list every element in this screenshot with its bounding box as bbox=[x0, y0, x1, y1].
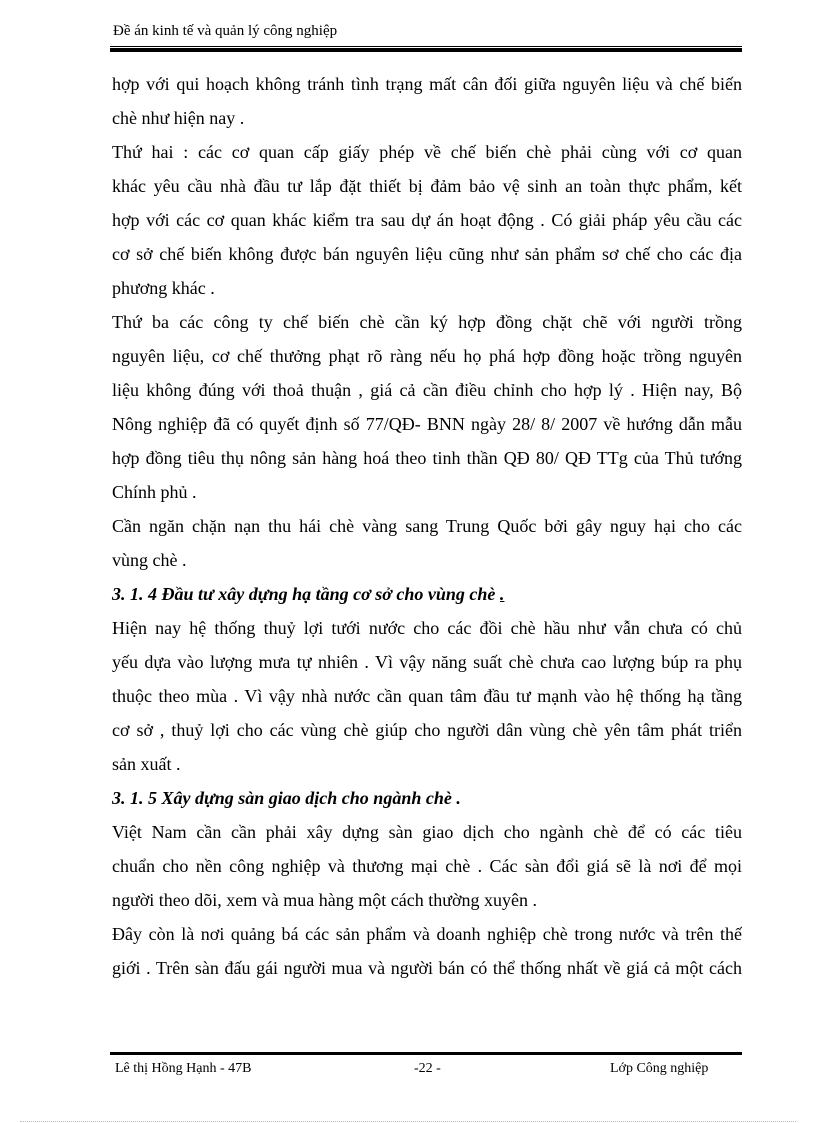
document-body bbox=[112, 74, 742, 992]
footer-page-number: -22 - bbox=[414, 1061, 441, 1076]
text-line: người theo dõi, xem và mua hàng một cách thường xuyên . bbox=[112, 890, 537, 910]
text-line: phương khác . bbox=[112, 278, 215, 298]
text-line: Thứ hai : các cơ quan cấp giấy phép về chế biến chè phải cùng với cơ quan bbox=[112, 142, 742, 162]
text-line: Thứ ba các công ty chế biến chè cần ký hợp đồng chặt chẽ với người trồng bbox=[112, 312, 742, 332]
text-line: thuộc theo mùa . Vì vậy nhà nước cần quan tâm đầu tư mạnh vào hệ thống hạ tầng bbox=[112, 686, 742, 706]
text-line: chè như hiện nay . bbox=[112, 108, 245, 128]
footer-class: Lớp Công nghiệp bbox=[610, 1061, 709, 1076]
footer-rule bbox=[110, 1052, 742, 1055]
text-line: khác yêu cầu nhà đầu tư lắp đặt thiết bị đảm bảo vệ sinh an toàn thực phẩm, kết bbox=[112, 176, 742, 196]
page-edge-dotted-line bbox=[20, 1121, 796, 1122]
text-line: cơ sở chế biến không được bán nguyên liệu cũng như sản phẩm sơ chế cho các địa bbox=[112, 244, 742, 264]
text-line: vùng chè . bbox=[112, 550, 187, 570]
text-line: sản xuất . bbox=[112, 754, 181, 774]
text-line: nguyên liệu, cơ chế thưởng phạt rõ ràng nếu họ phá hợp đồng hoặc trồng nguyên bbox=[112, 346, 742, 366]
text-line: liệu không đúng với thoả thuận , giá cả cần điều chỉnh cho hợp lý . Hiện nay, Bộ bbox=[112, 380, 742, 400]
footer-author: Lê thị Hồng Hạnh - 47B bbox=[115, 1061, 252, 1076]
text-line: hợp với qui hoạch không tránh tình trạng mất cân đối giữa nguyên liệu và chế biến bbox=[112, 74, 742, 94]
text-line: Việt Nam cần cần phải xây dựng sàn giao dịch cho ngành chè để có các tiêu bbox=[112, 822, 742, 842]
text-line: hợp với các cơ quan khác kiểm tra sau dự án hoạt động . Có giải pháp yêu cầu các bbox=[112, 210, 742, 230]
text-line: Chính phủ . bbox=[112, 482, 197, 502]
header-rule bbox=[110, 46, 742, 52]
text-line: Đây còn là nơi quảng bá các sản phẩm và doanh nghiệp chè trong nước và trên thế bbox=[112, 924, 742, 944]
text-line: yếu dựa vào lượng mưa tự nhiên . Vì vậy năng suất chè chưa cao lượng búp ra phụ bbox=[112, 652, 742, 672]
section-heading bbox=[112, 584, 742, 604]
section-heading-text: 3. 1. 4 Đầu tư xây dựng hạ tầng cơ sở cho vùng chè bbox=[112, 584, 500, 604]
text-line: cơ sở , thuỷ lợi cho các vùng chè giúp cho người dân vùng chè yên tâm phát triển bbox=[112, 720, 742, 740]
section-heading bbox=[112, 788, 742, 808]
text-line: giới . Trên sàn đấu gái người mua và người bán có thể thống nhất về giá cả một cách bbox=[112, 958, 742, 978]
section-heading-tail: . bbox=[499, 584, 505, 604]
text-line: hợp đồng tiêu thụ nông sản hàng hoá theo tinh thần QĐ 80/ QĐ TTg của Thủ tướng bbox=[112, 448, 742, 468]
text-line: Hiện nay hệ thống thuỷ lợi tưới nước cho các đồi chè hầu như vẫn chưa có chủ bbox=[112, 618, 742, 638]
header-title: Đề án kinh tế và quản lý công nghiệp bbox=[113, 23, 338, 39]
text-line: chuẩn cho nền công nghiệp và thương mại chè . Các sàn đổi giá sẽ là nơi để mọi bbox=[112, 856, 742, 876]
section-heading-text: 3. 1. 5 Xây dựng sàn giao dịch cho ngành chè . bbox=[112, 788, 461, 808]
text-line: Nông nghiệp đã có quyết định số 77/QĐ- BNN ngày 28/ 8/ 2007 về hướng dẫn mẫu bbox=[112, 414, 742, 434]
text-line: Cần ngăn chặn nạn thu hái chè vàng sang Trung Quốc bởi gây nguy hại cho các bbox=[112, 516, 742, 536]
